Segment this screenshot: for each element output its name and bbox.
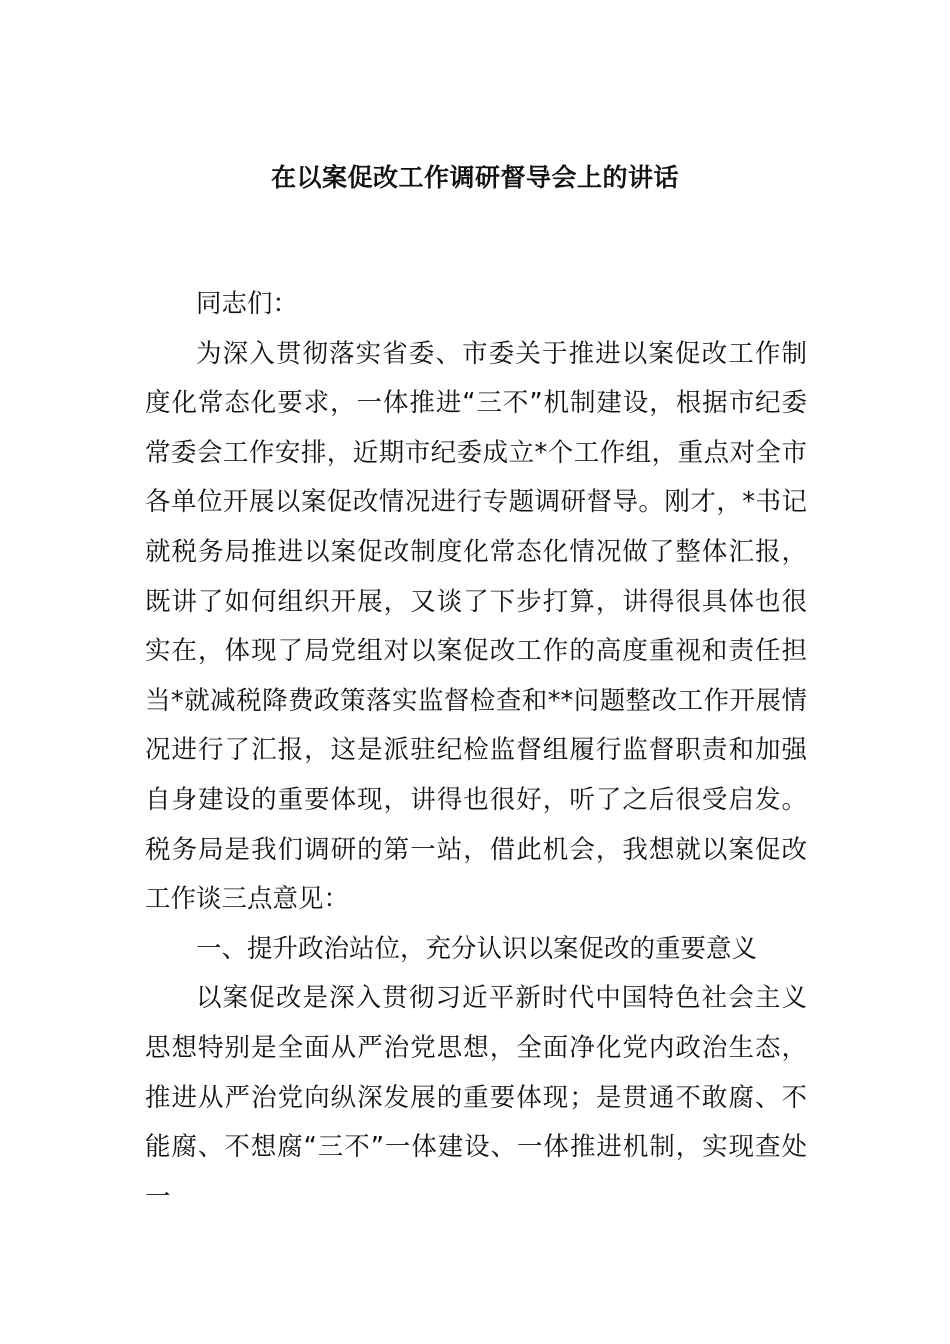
section-heading-1: 一、提升政治站位，充分认识以案促改的重要意义 xyxy=(196,933,758,964)
document-title: 在以案促改工作调研督导会上的讲话 xyxy=(270,163,679,192)
document-body xyxy=(145,280,807,1222)
intro-paragraph: 为深入贯彻落实省委、市委关于推进以案促改工作制度化常态化要求，一体推进“三不”机制建设，根据市纪委常委会工作安排，近期市纪委成立*个工作组，重点对全市各单位开展以案促改情况进行专题调研督导。刚才，*书记就税务局推进以案促改制度化常态化情况做了整体汇报，既讲了如何组织开展，又谈了下步打算，讲得很具体也很实在，体现了局党组对以案促改工作的高度重视和责任担当*就减税降费政策落实监督检查和**问题整改工作开展情况进行了汇报，这是派驻纪检监督组履行监督职责和加强自身建设的重要体现，讲得也很好，听了之后很受启发。税务局是我们调研的第一站，借此机会，我想就以案促改工作谈三点意见： xyxy=(145,338,807,915)
section-1-paragraph: 以案促改是深入贯彻习近平新时代中国特色社会主义思想特别是全面从严治党思想，全面净化党内政治生态，推进从严治党向纵深发展的重要体现；是贯通不敢腐、不能腐、不想腐“三不”一体建设、一体推进机制，实现查处一 xyxy=(145,983,807,1212)
salutation-paragraph: 同志们： xyxy=(196,289,299,319)
